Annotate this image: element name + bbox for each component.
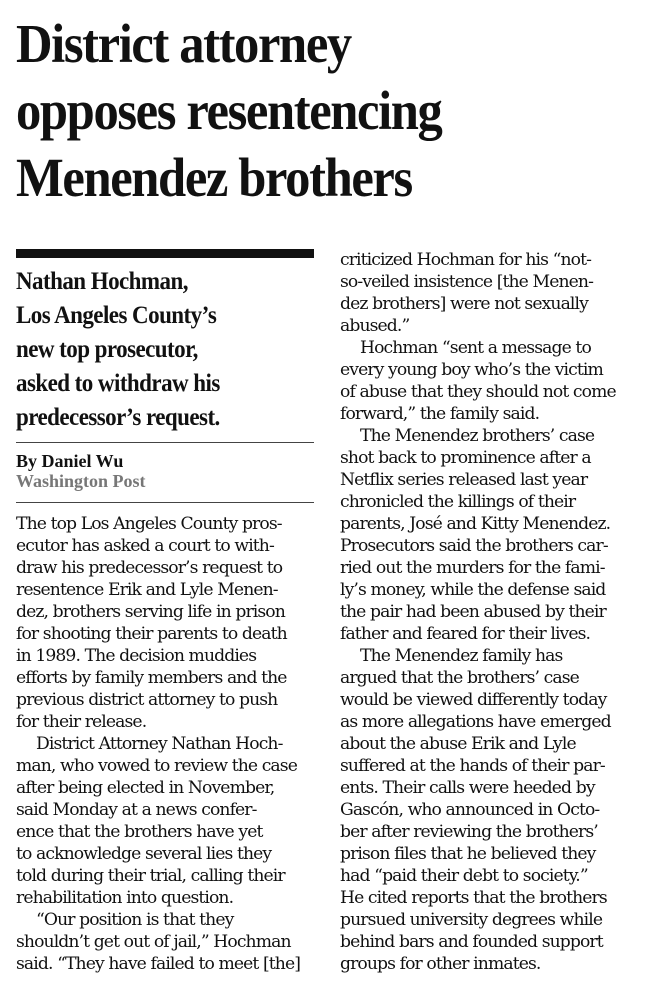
body-line: would be viewed differently today — [340, 690, 607, 710]
body-line: told during their trial, calling their — [16, 866, 285, 886]
body-column-left — [16, 513, 314, 975]
body-line: for their release. — [16, 712, 147, 732]
deck-line: Los Angeles County’s — [16, 302, 217, 329]
body-line: argued that the brothers’ case — [340, 668, 579, 688]
body-line: “Our position is that they — [36, 910, 234, 930]
body-line: ecutor has asked a court to with- — [16, 536, 274, 556]
body-line: The top Los Angeles County pros- — [16, 514, 282, 534]
body-line: draw his predecessor’s request to — [16, 558, 283, 578]
body-line: chronicled the killings of their — [340, 492, 576, 512]
body-line: of abuse that they should not come — [340, 382, 616, 402]
body-line: The Menendez family has — [360, 646, 563, 666]
body-line: District Attorney Nathan Hoch- — [36, 734, 283, 754]
body-line: behind bars and founded support — [340, 932, 603, 952]
deck-line: predecessor’s request. — [16, 404, 220, 431]
body-line: criticized Hochman for his “not- — [340, 250, 592, 270]
body-line: after being elected in November, — [16, 778, 275, 798]
byline-author: By Daniel Wu — [16, 451, 124, 471]
body-line: every young boy who’s the victim — [340, 360, 603, 380]
body-line: Netflix series released last year — [340, 470, 588, 490]
deck-line: asked to withdraw his — [16, 370, 220, 397]
body-line: previous district attorney to push — [16, 690, 278, 710]
body-line: Prosecutors said the brothers car- — [340, 536, 608, 556]
body-line: forward,” the family said. — [340, 404, 540, 424]
deck-line: Nathan Hochman, — [16, 268, 188, 295]
body-line: as more allegations have emerged — [340, 712, 611, 732]
headline-line: opposes resentencing — [16, 80, 442, 141]
body-line: said Monday at a news confer- — [16, 800, 257, 820]
body-line: efforts by family members and the — [16, 668, 287, 688]
body-column-right — [340, 249, 638, 975]
body-line: rehabilitation into question. — [16, 888, 234, 908]
byline-bottom-rule — [16, 502, 314, 503]
body-line: ents. Their calls were heeded by — [340, 778, 595, 798]
body-line: ly’s money, while the defense said — [340, 580, 606, 600]
body-line: The Menendez brothers’ case — [360, 426, 595, 446]
body-line: abused.” — [340, 316, 410, 336]
body-line: shot back to prominence after a — [340, 448, 591, 468]
body-line: dez, brothers serving life in prison — [16, 602, 285, 622]
deck-subhead — [16, 265, 292, 435]
body-line: ber after reviewing the brothers’ — [340, 822, 598, 842]
body-line: He cited reports that the brothers — [340, 888, 607, 908]
body-line: resentence Erik and Lyle Menen- — [16, 580, 278, 600]
body-line: parents, José and Kitty Menendez. — [340, 514, 611, 534]
body-line: so-veiled insistence [the Menen- — [340, 272, 594, 292]
headline-line: District attorney — [16, 13, 351, 74]
body-line: pursued university degrees while — [340, 910, 603, 930]
body-line: ence that the brothers have yet — [16, 822, 263, 842]
body-line: Gascón, who announced in Octo- — [340, 800, 600, 820]
body-line: ried out the murders for the fami- — [340, 558, 605, 578]
body-line: suffered at the hands of their par- — [340, 756, 605, 776]
byline-top-rule — [16, 442, 314, 443]
body-line: said. “They have failed to meet [the] — [16, 954, 301, 974]
body-line: Hochman “sent a message to — [360, 338, 591, 358]
body-line: the pair had been abused by their — [340, 602, 606, 622]
byline-source: Washington Post — [16, 471, 146, 491]
body-line: dez brothers] were not sexually — [340, 294, 588, 314]
body-line: to acknowledge several lies they — [16, 844, 272, 864]
deck-top-rule — [16, 249, 314, 258]
body-line: father and feared for their lives. — [340, 624, 591, 644]
body-line: shouldn’t get out of jail,” Hochman — [16, 932, 291, 952]
headline-line: Menendez brothers — [16, 147, 412, 208]
body-line: had “paid their debt to society.” — [340, 866, 588, 886]
body-line: man, who vowed to review the case — [16, 756, 297, 776]
deck-line: new top prosecutor, — [16, 336, 198, 363]
body-line: about the abuse Erik and Lyle — [340, 734, 576, 754]
body-line: for shooting their parents to death — [16, 624, 287, 644]
body-line: prison files that he believed they — [340, 844, 596, 864]
headline — [16, 10, 586, 211]
body-line: in 1989. The decision muddies — [16, 646, 257, 666]
body-line: groups for other inmates. — [340, 954, 541, 974]
